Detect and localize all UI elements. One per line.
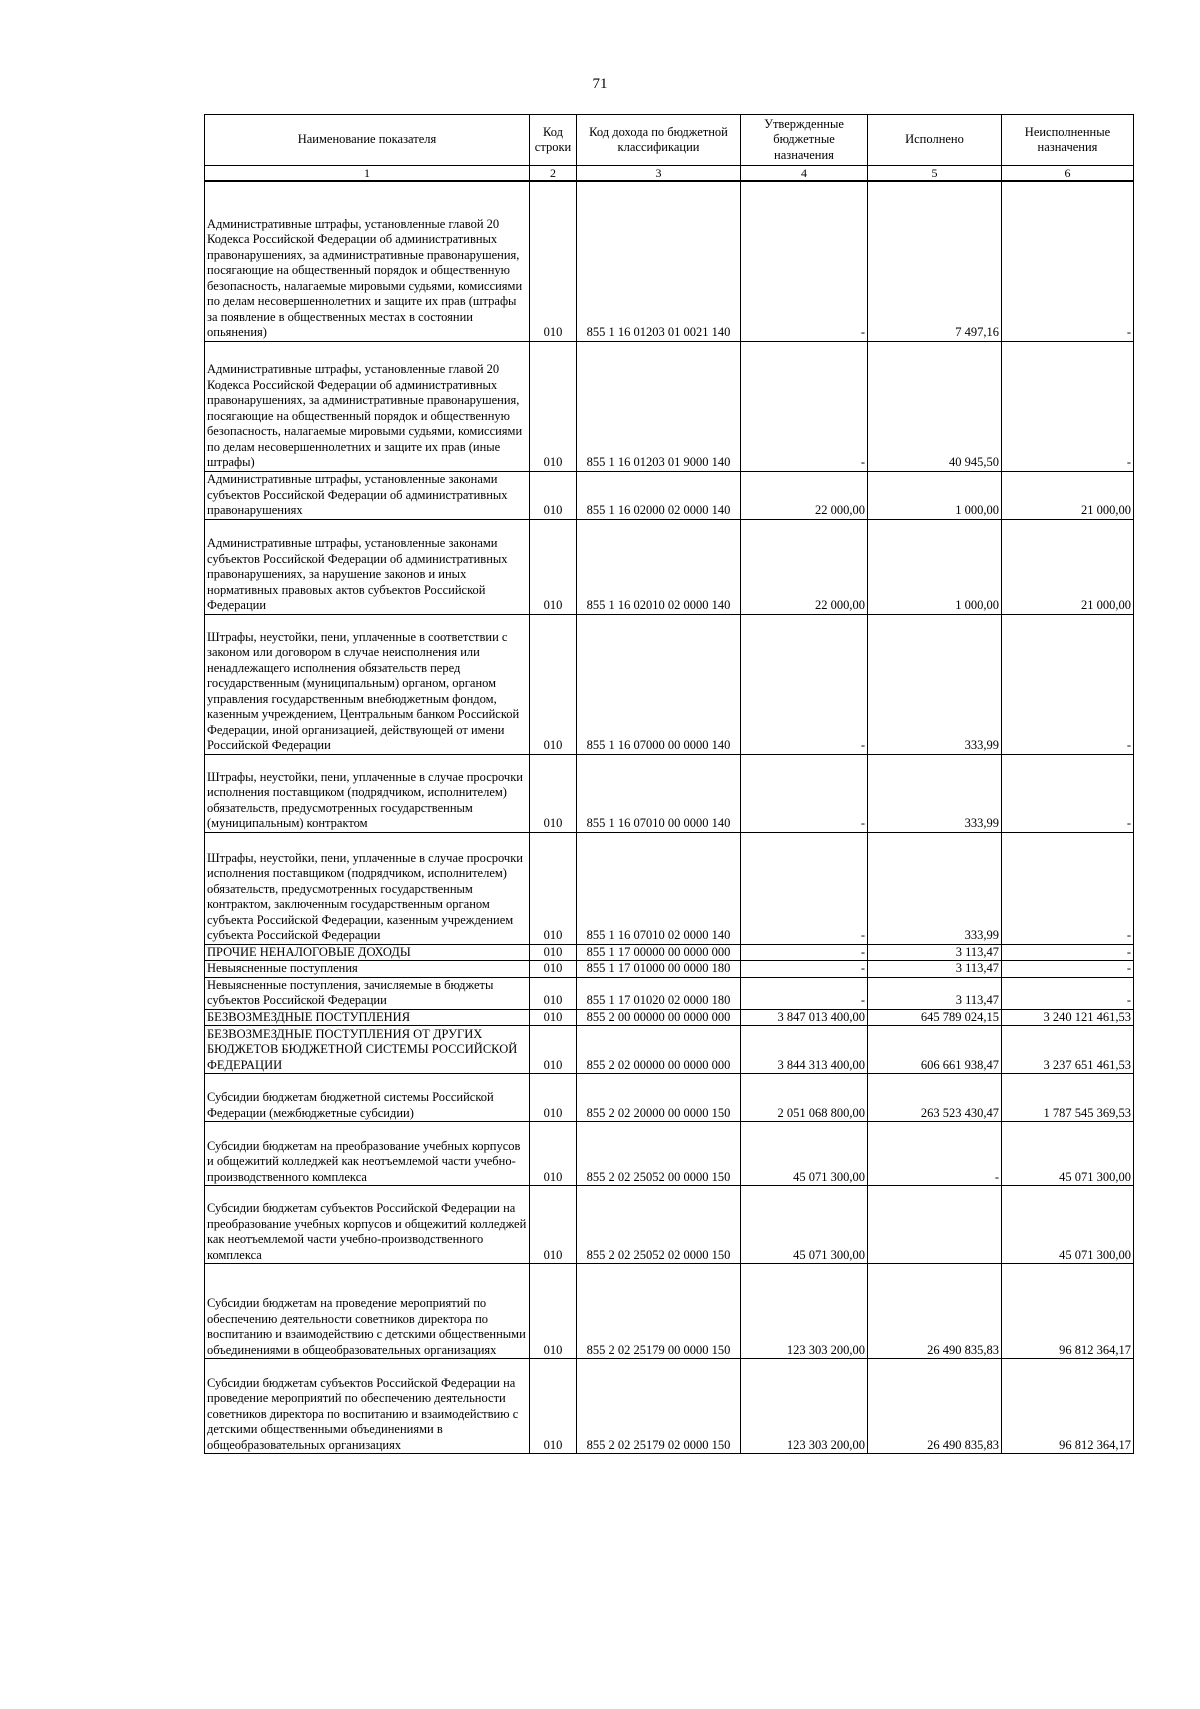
row-unexecuted-cell: 3 237 651 461,53 (1002, 1026, 1134, 1074)
table-row (205, 1186, 1134, 1264)
row-income-code-cell: 855 2 00 00000 00 0000 000 (577, 1009, 741, 1026)
table-row (205, 1359, 1134, 1454)
row-unexecuted-cell: 21 000,00 (1002, 471, 1134, 519)
row-approved-cell: - (741, 181, 868, 341)
row-line-code-cell: 010 (530, 1186, 577, 1264)
row-approved-cell: 22 000,00 (741, 519, 868, 614)
table-row (205, 471, 1134, 519)
row-income-code-cell: 855 1 16 02000 02 0000 140 (577, 471, 741, 519)
table-row (205, 1026, 1134, 1074)
row-executed-cell: 1 000,00 (868, 519, 1002, 614)
row-unexecuted-cell: - (1002, 614, 1134, 754)
row-income-code-cell: 855 2 02 25052 02 0000 150 (577, 1186, 741, 1264)
header-executed: Исполнено (868, 115, 1002, 166)
row-approved-cell: - (741, 614, 868, 754)
row-name-cell: Административные штрафы, установленные главой 20 Кодекса Российской Федерации об административных правонарушениях, за административные правонарушения, посягающие на общественный порядок и общественную безопасность, налагаемые мировыми судьями, комиссиями по делам несовершеннолетних и защите их прав (иные штрафы) (205, 341, 530, 471)
row-approved-cell: 22 000,00 (741, 471, 868, 519)
row-executed-cell: 333,99 (868, 832, 1002, 944)
row-unexecuted-cell: 3 240 121 461,53 (1002, 1009, 1134, 1026)
row-line-code-cell: 010 (530, 1122, 577, 1186)
row-name-cell: Административные штрафы, установленные законами субъектов Российской Федерации об административных правонарушениях, за нарушение законов и иных нормативных правовых актов субъектов Российской Федерации (205, 519, 530, 614)
column-number: 5 (868, 166, 1002, 182)
row-unexecuted-cell: 1 787 545 369,53 (1002, 1074, 1134, 1122)
row-unexecuted-cell: - (1002, 944, 1134, 961)
row-approved-cell: 2 051 068 800,00 (741, 1074, 868, 1122)
row-unexecuted-cell: - (1002, 832, 1134, 944)
row-unexecuted-cell: 21 000,00 (1002, 519, 1134, 614)
row-approved-cell: - (741, 832, 868, 944)
row-line-code-cell: 010 (530, 1264, 577, 1359)
budget-income-table (204, 114, 1134, 1454)
table-row (205, 944, 1134, 961)
row-name-cell: БЕЗВОЗМЕЗДНЫЕ ПОСТУПЛЕНИЯ ОТ ДРУГИХ БЮДЖЕТОВ БЮДЖЕТНОЙ СИСТЕМЫ РОССИЙСКОЙ ФЕДЕРАЦИИ (205, 1026, 530, 1074)
row-executed-cell: 26 490 835,83 (868, 1359, 1002, 1454)
column-number: 1 (205, 166, 530, 182)
row-name-cell: Субсидии бюджетам на проведение мероприятий по обеспечению деятельности советников директора по воспитанию и взаимодействию с детскими общественными объединениями в общеобразовательных организациях (205, 1264, 530, 1359)
table-row (205, 961, 1134, 978)
row-line-code-cell: 010 (530, 1026, 577, 1074)
row-name-cell: Административные штрафы, установленные главой 20 Кодекса Российской Федерации об административных правонарушениях, за административные правонарушения, посягающие на общественный порядок и общественную безопасность, налагаемые мировыми судьями, комиссиями по делам несовершеннолетних и защите их прав (штрафы за появление в общественных местах в состоянии опьянения) (205, 181, 530, 341)
header-approved: Утвержденные бюджетные назначения (741, 115, 868, 166)
row-income-code-cell: 855 1 16 07000 00 0000 140 (577, 614, 741, 754)
row-executed-cell: 645 789 024,15 (868, 1009, 1002, 1026)
row-executed-cell: - (868, 1122, 1002, 1186)
row-line-code-cell: 010 (530, 1074, 577, 1122)
row-executed-cell: 3 113,47 (868, 977, 1002, 1009)
row-income-code-cell: 855 2 02 25179 00 0000 150 (577, 1264, 741, 1359)
row-income-code-cell: 855 1 16 01203 01 9000 140 (577, 341, 741, 471)
header-income-code: Код дохода по бюджетной классификации (577, 115, 741, 166)
table-row (205, 754, 1134, 832)
row-name-cell: БЕЗВОЗМЕЗДНЫЕ ПОСТУПЛЕНИЯ (205, 1009, 530, 1026)
table-row (205, 1264, 1134, 1359)
row-unexecuted-cell: 96 812 364,17 (1002, 1359, 1134, 1454)
row-line-code-cell: 010 (530, 944, 577, 961)
row-line-code-cell: 010 (530, 1009, 577, 1026)
row-unexecuted-cell: 96 812 364,17 (1002, 1264, 1134, 1359)
page-number: 71 (592, 76, 608, 92)
row-income-code-cell: 855 2 02 25052 00 0000 150 (577, 1122, 741, 1186)
row-unexecuted-cell: 45 071 300,00 (1002, 1186, 1134, 1264)
row-income-code-cell: 855 2 02 20000 00 0000 150 (577, 1074, 741, 1122)
row-line-code-cell: 010 (530, 341, 577, 471)
row-income-code-cell: 855 2 02 25179 02 0000 150 (577, 1359, 741, 1454)
row-unexecuted-cell: - (1002, 977, 1134, 1009)
table-row (205, 519, 1134, 614)
table-row (205, 1009, 1134, 1026)
table-row (205, 832, 1134, 944)
column-number: 4 (741, 166, 868, 182)
table-body (205, 181, 1134, 1454)
row-name-cell: Административные штрафы, установленные законами субъектов Российской Федерации об административных правонарушениях (205, 471, 530, 519)
row-name-cell: Штрафы, неустойки, пени, уплаченные в случае просрочки исполнения поставщиком (подрядчиком, исполнителем) обязательств, предусмотренных государственным (муниципальным) контрактом (205, 754, 530, 832)
row-approved-cell: 45 071 300,00 (741, 1122, 868, 1186)
row-executed-cell: 333,99 (868, 754, 1002, 832)
table-row (205, 977, 1134, 1009)
table-row (205, 1074, 1134, 1122)
table-row (205, 341, 1134, 471)
table-header-row (205, 115, 1134, 166)
row-name-cell: Субсидии бюджетам субъектов Российской Федерации на преобразование учебных корпусов и общежитий колледжей как неотъемлемой части учебно-производственного комплекса (205, 1186, 530, 1264)
row-approved-cell: - (741, 977, 868, 1009)
row-executed-cell: 26 490 835,83 (868, 1264, 1002, 1359)
row-approved-cell: - (741, 754, 868, 832)
row-income-code-cell: 855 1 16 01203 01 0021 140 (577, 181, 741, 341)
row-line-code-cell: 010 (530, 181, 577, 341)
row-name-cell: Штрафы, неустойки, пени, уплаченные в случае просрочки исполнения поставщиком (подрядчиком, исполнителем) обязательств, предусмотренных государственным контрактом, заключенным государственным органом субъекта Российской Федерации, казенным учреждением субъекта Российской Федерации (205, 832, 530, 944)
row-line-code-cell: 010 (530, 471, 577, 519)
row-line-code-cell: 010 (530, 519, 577, 614)
row-income-code-cell: 855 2 02 00000 00 0000 000 (577, 1026, 741, 1074)
row-unexecuted-cell: - (1002, 754, 1134, 832)
row-executed-cell: 3 113,47 (868, 961, 1002, 978)
row-unexecuted-cell: - (1002, 961, 1134, 978)
row-executed-cell: 333,99 (868, 614, 1002, 754)
row-line-code-cell: 010 (530, 832, 577, 944)
row-executed-cell: 1 000,00 (868, 471, 1002, 519)
column-number-row (205, 166, 1134, 182)
table-row (205, 614, 1134, 754)
row-name-cell: Невыясненные поступления (205, 961, 530, 978)
row-income-code-cell: 855 1 17 01020 02 0000 180 (577, 977, 741, 1009)
row-line-code-cell: 010 (530, 614, 577, 754)
row-approved-cell: - (741, 944, 868, 961)
row-name-cell: Субсидии бюджетам на преобразование учебных корпусов и общежитий колледжей как неотъемлемой части учебно-производственного комплекса (205, 1122, 530, 1186)
row-executed-cell: 606 661 938,47 (868, 1026, 1002, 1074)
row-approved-cell: 3 847 013 400,00 (741, 1009, 868, 1026)
row-name-cell: Субсидии бюджетам бюджетной системы Российской Федерации (межбюджетные субсидии) (205, 1074, 530, 1122)
row-executed-cell: 263 523 430,47 (868, 1074, 1002, 1122)
row-name-cell: Субсидии бюджетам субъектов Российской Федерации на проведение мероприятий по обеспечению деятельности советников директора по воспитанию и взаимодействию с детскими общественными объединениями в общеобразовательных организациях (205, 1359, 530, 1454)
row-line-code-cell: 010 (530, 961, 577, 978)
header-line-code: Код строки (530, 115, 577, 166)
row-approved-cell: 3 844 313 400,00 (741, 1026, 868, 1074)
row-income-code-cell: 855 1 17 00000 00 0000 000 (577, 944, 741, 961)
row-line-code-cell: 010 (530, 1359, 577, 1454)
row-unexecuted-cell: - (1002, 181, 1134, 341)
row-approved-cell: 123 303 200,00 (741, 1264, 868, 1359)
row-unexecuted-cell: - (1002, 341, 1134, 471)
column-number: 2 (530, 166, 577, 182)
column-number: 3 (577, 166, 741, 182)
column-number: 6 (1002, 166, 1134, 182)
row-income-code-cell: 855 1 16 07010 02 0000 140 (577, 832, 741, 944)
row-approved-cell: 123 303 200,00 (741, 1359, 868, 1454)
row-unexecuted-cell: 45 071 300,00 (1002, 1122, 1134, 1186)
row-approved-cell: - (741, 961, 868, 978)
header-unexecuted: Неисполненные назначения (1002, 115, 1134, 166)
row-name-cell: Невыясненные поступления, зачисляемые в бюджеты субъектов Российской Федерации (205, 977, 530, 1009)
row-executed-cell: 3 113,47 (868, 944, 1002, 961)
header-name: Наименование показателя (205, 115, 530, 166)
row-name-cell: ПРОЧИЕ НЕНАЛОГОВЫЕ ДОХОДЫ (205, 944, 530, 961)
row-executed-cell: 7 497,16 (868, 181, 1002, 341)
row-executed-cell: 40 945,50 (868, 341, 1002, 471)
table-row (205, 181, 1134, 341)
row-approved-cell: - (741, 341, 868, 471)
row-income-code-cell: 855 1 16 07010 00 0000 140 (577, 754, 741, 832)
row-line-code-cell: 010 (530, 977, 577, 1009)
row-line-code-cell: 010 (530, 754, 577, 832)
row-name-cell: Штрафы, неустойки, пени, уплаченные в соответствии с законом или договором в случае неисполнения или ненадлежащего исполнения обязательств перед государственным (муниципальным) органом, органом управления государственным внебюджетным фондом, казенным учреждением, Центральным банком Российской Федерации, иной организацией, действующей от имени Российской Федерации (205, 614, 530, 754)
row-executed-cell (868, 1186, 1002, 1264)
row-income-code-cell: 855 1 17 01000 00 0000 180 (577, 961, 741, 978)
row-income-code-cell: 855 1 16 02010 02 0000 140 (577, 519, 741, 614)
row-approved-cell: 45 071 300,00 (741, 1186, 868, 1264)
table-row (205, 1122, 1134, 1186)
